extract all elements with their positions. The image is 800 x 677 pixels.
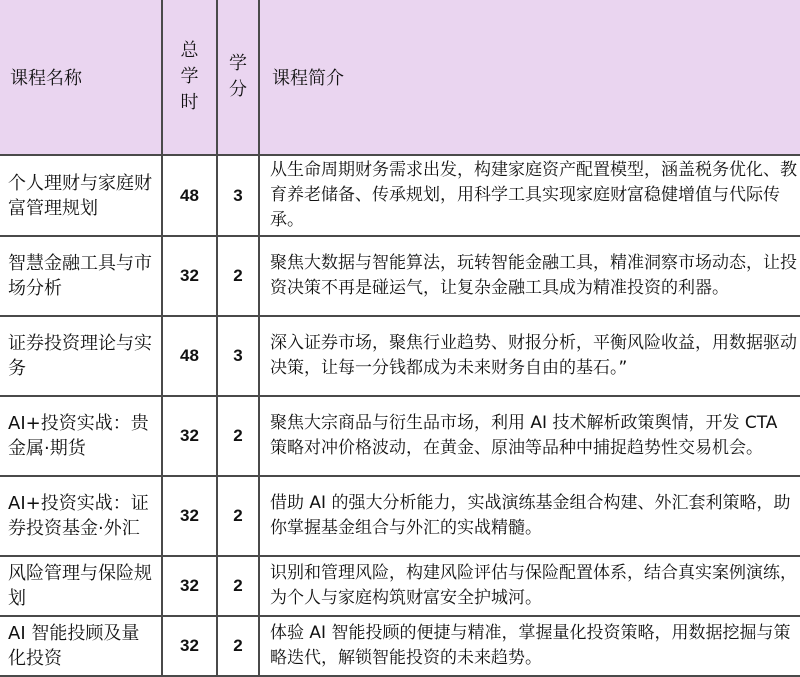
table-row	[0, 556, 800, 616]
table-row	[0, 316, 800, 396]
header-course-description: 课程简介	[259, 0, 800, 155]
course-name-cell: 个人理财与家庭财富管理规划	[0, 155, 162, 236]
course-name-cell: 证券投资理论与实务	[0, 316, 162, 396]
table-row	[0, 396, 800, 476]
table-row	[0, 236, 800, 316]
course-credits-cell: 3	[217, 155, 259, 236]
course-credits-cell: 3	[217, 316, 259, 396]
course-hours-cell: 32	[162, 236, 217, 316]
course-description-cell: 识别和管理风险，构建风险评估与保险配置体系，结合真实案例演练，为个人与家庭构筑财富安全护城河。	[259, 556, 800, 616]
course-hours-cell: 48	[162, 316, 217, 396]
course-description-cell: 从生命周期财务需求出发，构建家庭资产配置模型，涵盖税务优化、教育养老储备、传承规划，用科学工具实现家庭财富稳健增值与代际传承。	[259, 155, 800, 236]
course-description-cell: 聚焦大数据与智能算法，玩转智能金融工具，精准洞察市场动态，让投资决策不再是碰运气，让复杂金融工具成为精准投资的利器。	[259, 236, 800, 316]
table-row	[0, 155, 800, 236]
header-credits-text: 学分	[229, 53, 247, 100]
course-name-cell: 智慧金融工具与市场分析	[0, 236, 162, 316]
course-description-cell: 体验 AI 智能投顾的便捷与精准，掌握量化投资策略，用数据挖掘与策略迭代，解锁智能投资的未来趋势。	[259, 616, 800, 676]
course-hours-cell: 32	[162, 556, 217, 616]
course-credits-cell: 2	[217, 476, 259, 556]
course-description-cell: 深入证券市场，聚焦行业趋势、财报分析，平衡风险收益，用数据驱动决策，让每一分钱都成为未来财务自由的基石。”	[259, 316, 800, 396]
course-name-cell: AI+投资实战：贵金属·期货	[0, 396, 162, 476]
course-credits-cell: 2	[217, 236, 259, 316]
course-name-cell: 风险管理与保险规划	[0, 556, 162, 616]
course-description-cell: 聚焦大宗商品与衍生品市场，利用 AI 技术解析政策舆情，开发 CTA 策略对冲价格波动，在黄金、原油等品种中捕捉趋势性交易机会。	[259, 396, 800, 476]
header-course-name: 课程名称	[0, 0, 162, 155]
course-hours-cell: 32	[162, 396, 217, 476]
course-hours-cell: 32	[162, 476, 217, 556]
table-row	[0, 476, 800, 556]
course-name-cell: AI+投资实战：证券投资基金·外汇	[0, 476, 162, 556]
course-hours-cell: 48	[162, 155, 217, 236]
table-header-row	[0, 0, 800, 155]
course-hours-cell: 32	[162, 616, 217, 676]
course-credits-cell: 2	[217, 556, 259, 616]
header-total-hours	[162, 0, 217, 155]
course-description-cell: 借助 AI 的强大分析能力，实战演练基金组合构建、外汇套利策略，助你掌握基金组合与外汇的实战精髓。	[259, 476, 800, 556]
course-credits-cell: 2	[217, 396, 259, 476]
header-credits	[217, 0, 259, 155]
course-name-cell: AI 智能投顾及量化投资	[0, 616, 162, 676]
course-credits-cell: 2	[217, 616, 259, 676]
table-row	[0, 616, 800, 676]
header-total-hours-text: 总学时	[180, 40, 199, 113]
